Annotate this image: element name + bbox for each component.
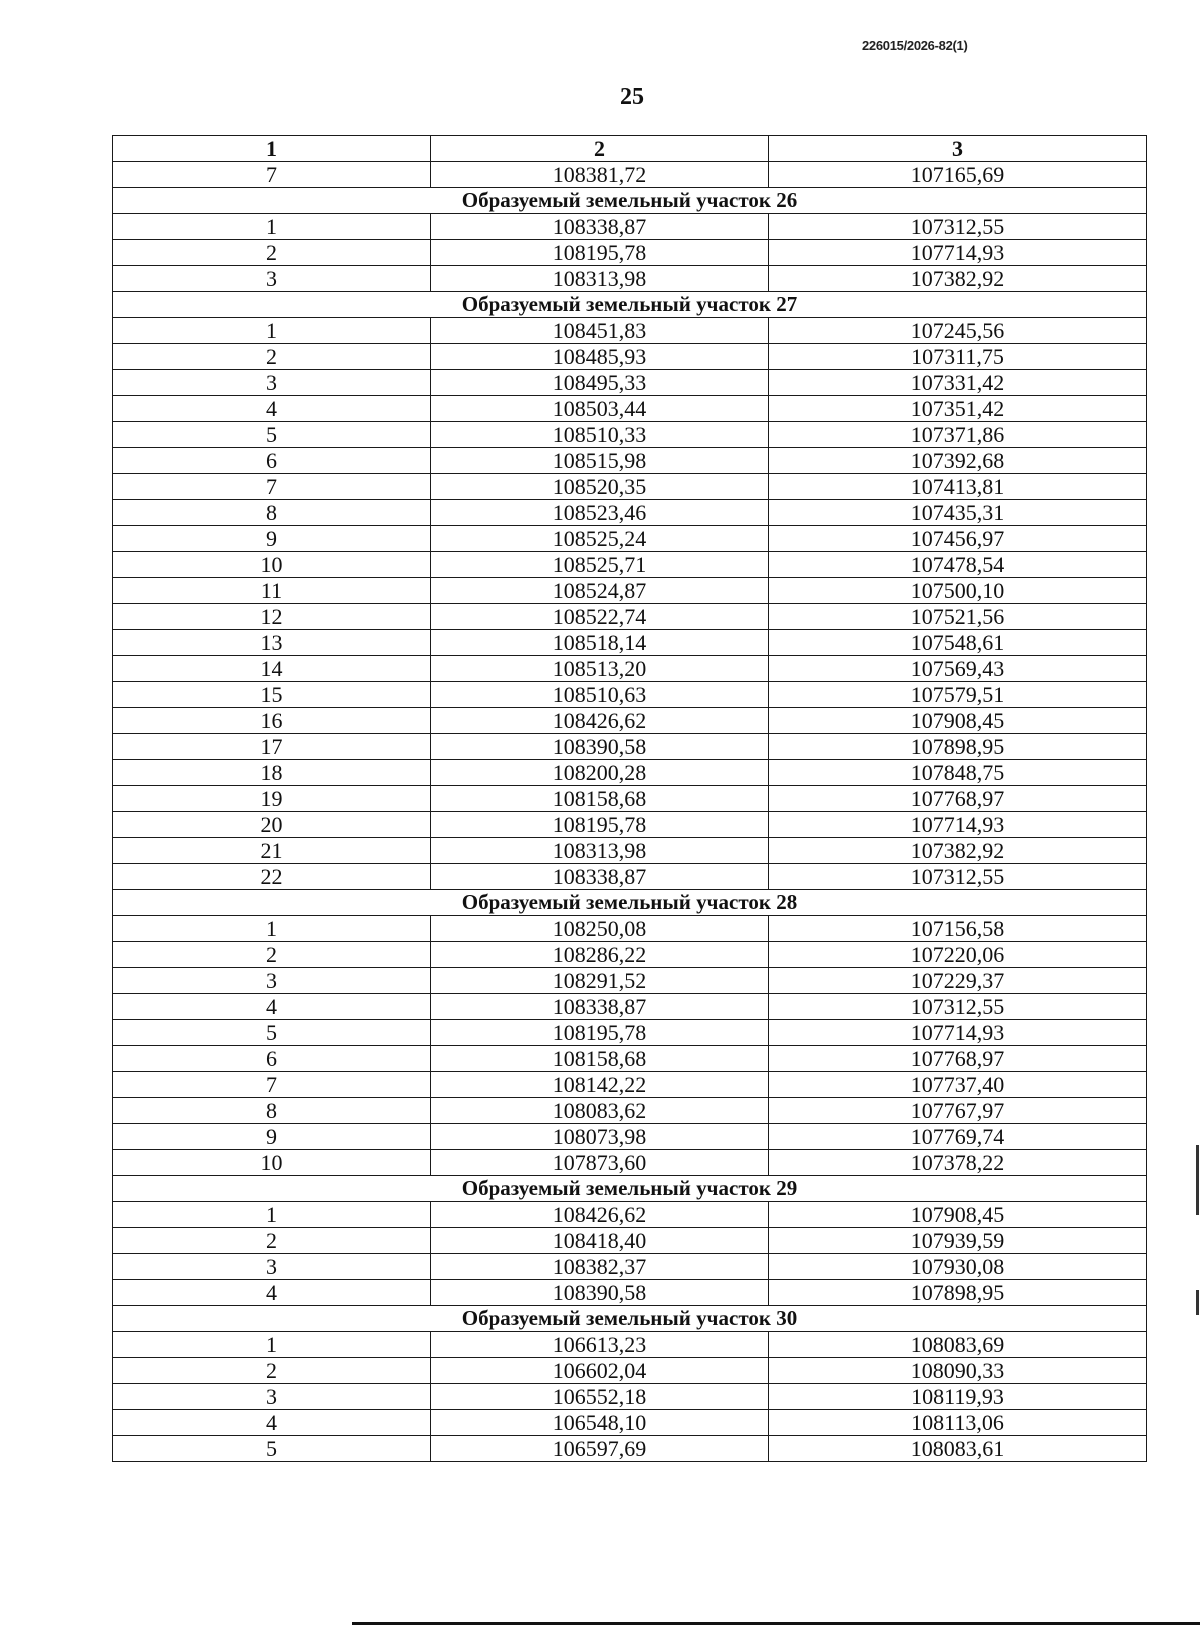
x-coordinate-cell: 108338,87 — [431, 994, 769, 1020]
point-number-cell: 9 — [113, 526, 431, 552]
y-coordinate-cell: 107312,55 — [769, 864, 1147, 890]
table-row — [113, 604, 1147, 630]
x-coordinate-cell: 106613,23 — [431, 1332, 769, 1358]
y-coordinate-cell: 107371,86 — [769, 422, 1147, 448]
y-coordinate-cell: 107769,74 — [769, 1124, 1147, 1150]
point-number-cell: 6 — [113, 448, 431, 474]
y-coordinate-cell: 107569,43 — [769, 656, 1147, 682]
table-row — [113, 1124, 1147, 1150]
x-coordinate-cell: 108195,78 — [431, 1020, 769, 1046]
section-title: Образуемый земельный участок 27 — [113, 292, 1147, 318]
y-coordinate-cell: 107737,40 — [769, 1072, 1147, 1098]
point-number-cell: 2 — [113, 942, 431, 968]
table-row — [113, 1384, 1147, 1410]
y-coordinate-cell: 107312,55 — [769, 214, 1147, 240]
point-number-cell: 1 — [113, 1332, 431, 1358]
section-title: Образуемый земельный участок 29 — [113, 1176, 1147, 1202]
x-coordinate-cell: 108426,62 — [431, 1202, 769, 1228]
x-coordinate-cell: 106548,10 — [431, 1410, 769, 1436]
point-number-cell: 2 — [113, 1228, 431, 1254]
section-row — [113, 890, 1147, 916]
table-row — [113, 838, 1147, 864]
table-row — [113, 422, 1147, 448]
x-coordinate-cell: 108390,58 — [431, 734, 769, 760]
y-coordinate-cell: 107478,54 — [769, 552, 1147, 578]
point-number-cell: 4 — [113, 1280, 431, 1306]
x-coordinate-cell: 108495,33 — [431, 370, 769, 396]
table-row — [113, 266, 1147, 292]
y-coordinate-cell: 107220,06 — [769, 942, 1147, 968]
table-row — [113, 1150, 1147, 1176]
y-coordinate-cell: 107908,45 — [769, 1202, 1147, 1228]
x-coordinate-cell: 108510,33 — [431, 422, 769, 448]
point-number-cell: 12 — [113, 604, 431, 630]
y-coordinate-cell: 107898,95 — [769, 734, 1147, 760]
table-row — [113, 916, 1147, 942]
bottom-rule-line — [352, 1622, 1200, 1625]
point-number-cell: 2 — [113, 1358, 431, 1384]
table-row — [113, 214, 1147, 240]
y-coordinate-cell: 108119,93 — [769, 1384, 1147, 1410]
table-row — [113, 942, 1147, 968]
x-coordinate-cell: 108286,22 — [431, 942, 769, 968]
x-coordinate-cell: 108520,35 — [431, 474, 769, 500]
point-number-cell: 3 — [113, 266, 431, 292]
x-coordinate-cell: 108510,63 — [431, 682, 769, 708]
x-coordinate-cell: 108313,98 — [431, 266, 769, 292]
y-coordinate-cell: 107939,59 — [769, 1228, 1147, 1254]
table-row — [113, 500, 1147, 526]
page-number: 25 — [620, 84, 644, 110]
point-number-cell: 20 — [113, 812, 431, 838]
x-coordinate-cell: 108313,98 — [431, 838, 769, 864]
table-row — [113, 812, 1147, 838]
y-coordinate-cell: 107156,58 — [769, 916, 1147, 942]
table-row — [113, 1202, 1147, 1228]
x-coordinate-cell: 108524,87 — [431, 578, 769, 604]
table-row — [113, 396, 1147, 422]
point-number-cell: 17 — [113, 734, 431, 760]
y-coordinate-cell: 107768,97 — [769, 1046, 1147, 1072]
table-row — [113, 968, 1147, 994]
x-coordinate-cell: 108451,83 — [431, 318, 769, 344]
table-row — [113, 1410, 1147, 1436]
x-coordinate-cell: 108338,87 — [431, 214, 769, 240]
section-title: Образуемый земельный участок 28 — [113, 890, 1147, 916]
point-number-cell: 14 — [113, 656, 431, 682]
x-coordinate-cell: 108195,78 — [431, 240, 769, 266]
point-number-cell: 21 — [113, 838, 431, 864]
point-number-cell: 7 — [113, 1072, 431, 1098]
point-number-cell: 4 — [113, 1410, 431, 1436]
y-coordinate-cell: 107579,51 — [769, 682, 1147, 708]
point-number-cell: 3 — [113, 968, 431, 994]
x-coordinate-cell: 108142,22 — [431, 1072, 769, 1098]
x-coordinate-cell: 108518,14 — [431, 630, 769, 656]
table-row — [113, 734, 1147, 760]
y-coordinate-cell: 107768,97 — [769, 786, 1147, 812]
point-number-cell: 15 — [113, 682, 431, 708]
x-coordinate-cell: 108083,62 — [431, 1098, 769, 1124]
point-number-cell: 10 — [113, 552, 431, 578]
point-number-cell: 2 — [113, 240, 431, 266]
y-coordinate-cell: 107382,92 — [769, 838, 1147, 864]
table-row — [113, 760, 1147, 786]
y-coordinate-cell: 107331,42 — [769, 370, 1147, 396]
y-coordinate-cell: 107714,93 — [769, 812, 1147, 838]
section-title: Образуемый земельный участок 30 — [113, 1306, 1147, 1332]
scan-edge-mark — [1196, 1145, 1199, 1215]
y-coordinate-cell: 107378,22 — [769, 1150, 1147, 1176]
x-coordinate-cell: 108073,98 — [431, 1124, 769, 1150]
table-row — [113, 240, 1147, 266]
point-number-cell: 3 — [113, 370, 431, 396]
column-header-1: 1 — [113, 136, 431, 162]
point-number-cell: 2 — [113, 344, 431, 370]
table-row — [113, 1228, 1147, 1254]
scan-edge-mark — [1196, 1290, 1199, 1315]
x-coordinate-cell: 106602,04 — [431, 1358, 769, 1384]
section-row — [113, 1306, 1147, 1332]
y-coordinate-cell: 107245,56 — [769, 318, 1147, 344]
document-registration-number: 226015/2026-82(1) — [862, 38, 968, 53]
column-header-3: 3 — [769, 136, 1147, 162]
coordinates-table — [112, 135, 1147, 1462]
y-coordinate-cell: 107456,97 — [769, 526, 1147, 552]
y-coordinate-cell: 107165,69 — [769, 162, 1147, 188]
point-number-cell: 7 — [113, 162, 431, 188]
section-row — [113, 1176, 1147, 1202]
table-row — [113, 864, 1147, 890]
y-coordinate-cell: 107392,68 — [769, 448, 1147, 474]
section-row — [113, 188, 1147, 214]
table-row — [113, 1436, 1147, 1462]
point-number-cell: 9 — [113, 1124, 431, 1150]
y-coordinate-cell: 107435,31 — [769, 500, 1147, 526]
point-number-cell: 16 — [113, 708, 431, 734]
y-coordinate-cell: 107413,81 — [769, 474, 1147, 500]
table-row — [113, 1072, 1147, 1098]
point-number-cell: 1 — [113, 1202, 431, 1228]
point-number-cell: 5 — [113, 1020, 431, 1046]
x-coordinate-cell: 108390,58 — [431, 1280, 769, 1306]
x-coordinate-cell: 108250,08 — [431, 916, 769, 942]
point-number-cell: 3 — [113, 1254, 431, 1280]
y-coordinate-cell: 107714,93 — [769, 240, 1147, 266]
table-row — [113, 162, 1147, 188]
y-coordinate-cell: 107548,61 — [769, 630, 1147, 656]
section-title: Образуемый земельный участок 26 — [113, 188, 1147, 214]
x-coordinate-cell: 108381,72 — [431, 162, 769, 188]
y-coordinate-cell: 107848,75 — [769, 760, 1147, 786]
x-coordinate-cell: 108522,74 — [431, 604, 769, 630]
y-coordinate-cell: 107500,10 — [769, 578, 1147, 604]
table-row — [113, 474, 1147, 500]
y-coordinate-cell: 107714,93 — [769, 1020, 1147, 1046]
point-number-cell: 3 — [113, 1384, 431, 1410]
x-coordinate-cell: 108200,28 — [431, 760, 769, 786]
x-coordinate-cell: 108503,44 — [431, 396, 769, 422]
point-number-cell: 22 — [113, 864, 431, 890]
point-number-cell: 10 — [113, 1150, 431, 1176]
point-number-cell: 4 — [113, 396, 431, 422]
y-coordinate-cell: 108090,33 — [769, 1358, 1147, 1384]
x-coordinate-cell: 108426,62 — [431, 708, 769, 734]
x-coordinate-cell: 108195,78 — [431, 812, 769, 838]
y-coordinate-cell: 107521,56 — [769, 604, 1147, 630]
x-coordinate-cell: 108513,20 — [431, 656, 769, 682]
x-coordinate-cell: 108485,93 — [431, 344, 769, 370]
x-coordinate-cell: 108338,87 — [431, 864, 769, 890]
point-number-cell: 5 — [113, 1436, 431, 1462]
point-number-cell: 5 — [113, 422, 431, 448]
x-coordinate-cell: 107873,60 — [431, 1150, 769, 1176]
table-row — [113, 526, 1147, 552]
table-row — [113, 578, 1147, 604]
point-number-cell: 7 — [113, 474, 431, 500]
y-coordinate-cell: 108113,06 — [769, 1410, 1147, 1436]
y-coordinate-cell: 107767,97 — [769, 1098, 1147, 1124]
point-number-cell: 1 — [113, 318, 431, 344]
y-coordinate-cell: 107382,92 — [769, 266, 1147, 292]
y-coordinate-cell: 107311,75 — [769, 344, 1147, 370]
x-coordinate-cell: 108418,40 — [431, 1228, 769, 1254]
point-number-cell: 13 — [113, 630, 431, 656]
y-coordinate-cell: 107229,37 — [769, 968, 1147, 994]
table-row — [113, 786, 1147, 812]
table-row — [113, 1020, 1147, 1046]
point-number-cell: 8 — [113, 500, 431, 526]
x-coordinate-cell: 106597,69 — [431, 1436, 769, 1462]
x-coordinate-cell: 108523,46 — [431, 500, 769, 526]
point-number-cell: 1 — [113, 916, 431, 942]
x-coordinate-cell: 106552,18 — [431, 1384, 769, 1410]
point-number-cell: 4 — [113, 994, 431, 1020]
table-row — [113, 318, 1147, 344]
x-coordinate-cell: 108291,52 — [431, 968, 769, 994]
x-coordinate-cell: 108158,68 — [431, 786, 769, 812]
point-number-cell: 6 — [113, 1046, 431, 1072]
table-row — [113, 344, 1147, 370]
table-row — [113, 1280, 1147, 1306]
y-coordinate-cell: 107312,55 — [769, 994, 1147, 1020]
point-number-cell: 18 — [113, 760, 431, 786]
point-number-cell: 11 — [113, 578, 431, 604]
table-row — [113, 1332, 1147, 1358]
y-coordinate-cell: 107898,95 — [769, 1280, 1147, 1306]
column-header-2: 2 — [431, 136, 769, 162]
table-row — [113, 1358, 1147, 1384]
y-coordinate-cell: 107351,42 — [769, 396, 1147, 422]
point-number-cell: 1 — [113, 214, 431, 240]
table-row — [113, 370, 1147, 396]
table-row — [113, 1098, 1147, 1124]
y-coordinate-cell: 108083,61 — [769, 1436, 1147, 1462]
x-coordinate-cell: 108158,68 — [431, 1046, 769, 1072]
y-coordinate-cell: 107930,08 — [769, 1254, 1147, 1280]
table-header-row — [113, 136, 1147, 162]
table-row — [113, 1046, 1147, 1072]
section-row — [113, 292, 1147, 318]
x-coordinate-cell: 108382,37 — [431, 1254, 769, 1280]
table-row — [113, 708, 1147, 734]
table-row — [113, 656, 1147, 682]
table-row — [113, 682, 1147, 708]
y-coordinate-cell: 108083,69 — [769, 1332, 1147, 1358]
x-coordinate-cell: 108515,98 — [431, 448, 769, 474]
point-number-cell: 8 — [113, 1098, 431, 1124]
y-coordinate-cell: 107908,45 — [769, 708, 1147, 734]
point-number-cell: 19 — [113, 786, 431, 812]
x-coordinate-cell: 108525,71 — [431, 552, 769, 578]
table-row — [113, 630, 1147, 656]
table-row — [113, 552, 1147, 578]
table-row — [113, 994, 1147, 1020]
x-coordinate-cell: 108525,24 — [431, 526, 769, 552]
table-row — [113, 448, 1147, 474]
table-row — [113, 1254, 1147, 1280]
